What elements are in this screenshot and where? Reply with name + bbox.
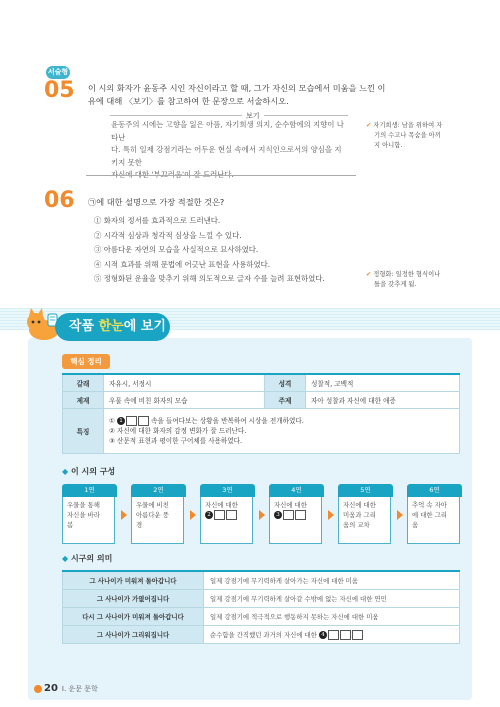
feature-3: ③ 산문적 표현과 평이한 구어체를 사용하였다. [109,437,243,445]
answer-blank[interactable] [214,510,225,520]
blank-marker: 3 [274,511,282,519]
meaning-table [62,570,460,644]
material-label: 제재 [63,392,104,409]
arrow-right-icon [397,510,403,520]
answer-blank[interactable] [328,630,339,640]
table-row [63,608,460,626]
answer-blank[interactable] [295,510,306,520]
bogi-line-1: 윤동주의 시에는 고향을 잃은 아픔, 자기희생 의지, 순수함에의 지향이 나타난 [111,120,344,142]
bullet-icon: ◆ [62,467,69,476]
option-4[interactable]: ④ 시적 효과를 위해 문법에 어긋난 표현을 사용하였다. [94,259,271,269]
answer-blank[interactable] [126,416,137,426]
arrow-right-icon [328,510,334,520]
page-badge-icon [34,685,42,693]
answer-blank[interactable] [283,510,294,520]
meaning-key: 그 사나이가 그리워집니다 [63,626,204,644]
option-2[interactable]: ② 시각적 심상과 청각적 심상을 느낄 수 있다. [94,230,242,240]
section-banner-title: 작품 한눈에 보기 [55,313,170,341]
check-icon: ✔ [366,122,372,129]
answer-blank[interactable] [138,416,149,426]
stanza-card-2 [131,484,186,544]
blank-marker: 4 [319,631,327,639]
stanza-label: 3연 [200,484,255,497]
meaning-value: 순수함을 간직했던 과거의 자신에 대한 4 [204,626,460,644]
stanza-label: 1연 [62,484,117,497]
question-06-options [94,214,325,287]
answer-blank[interactable] [226,510,237,520]
feature-value [104,409,460,454]
stanza-card-1 [62,484,117,544]
stanza-card-4 [269,484,324,544]
feature-1: ① 1 속을 들여다보는 상황을 반복하여 시상을 전개하였다. [109,417,304,425]
feature-2: ② 자신에 대한 화자의 감정 변화가 잘 드러난다. [109,427,247,435]
question-05-line1: 이 시의 화자가 윤동주 시인 자신이라고 할 때, 그가 자신의 모습에서 미움을 느낀 이 [88,83,386,93]
stanza-card-3 [200,484,255,544]
question-05-text [88,82,385,108]
side-note-formalization: ✔ 정형화: 일정한 형식이나 틀을 갖추게 됨. [366,271,441,288]
blank-marker: 1 [117,417,125,425]
structure-heading: ◆ 이 시의 구성 [62,467,116,476]
option-3[interactable]: ③ 아름다운 자연의 모습을 사실적으로 묘사하였다. [94,245,259,254]
arrow-right-icon [190,510,196,520]
question-06-number: 06 [44,188,75,213]
stanza-body: 자신에 대한 미움과 그리 움의 교차 [338,497,391,544]
stanza-card-5 [338,484,393,544]
material-value: 우물 속에 비친 화자의 모습 [104,392,265,409]
meaning-key: 다시 그 사나이가 미워져 돌아갑니다 [63,608,204,626]
meaning-heading: ◆ 시구의 의미 [62,554,113,563]
essay-badge: 서술형 [46,66,70,79]
question-05-number: 05 [44,78,75,103]
stanza-body: 우물을 통해 자신을 바라 봄 [62,497,115,544]
answer-blank[interactable] [352,630,363,640]
bogi-box-label: 보기 [242,111,264,121]
check-icon: ✔ [366,271,372,278]
genre-label: 갈래 [63,374,104,392]
page-number: 20 [44,683,58,694]
table-row [63,590,460,608]
bullet-icon: ◆ [62,554,69,563]
meaning-value: 일제 강점기에 무기력하게 살아가는 자신에 대한 미움 [204,571,460,590]
side-note-self-sacrifice: ✔ 자기희생: 남을 위하여 자 기의 수고나 목숨을 아끼 지 아니함. [366,122,443,149]
answer-blank[interactable] [340,630,351,640]
stanza-label: 5연 [338,484,393,497]
option-1[interactable]: ① 화자의 정서를 효과적으로 드러낸다. [94,216,221,225]
stanza-label: 6연 [407,484,462,497]
stanza-body: 자신에 대한 2 [200,497,253,544]
option-5[interactable]: ⑤ 정형화된 운율을 맞추기 위해 의도적으로 글자 수를 늘려 표현하였다. [94,274,325,283]
nature-label: 성격 [265,374,306,392]
meaning-key: 그 사나이가 가엾어집니다 [63,590,204,608]
page-footer [34,683,98,694]
stanza-body: 추억 속 자아 에 대한 그리 움 [407,497,460,544]
bogi-line-2: 다. 특히 일제 강점기라는 어두운 현실 속에서 지식인으로서의 양심을 지키지 못한 [111,145,342,167]
core-summary-tag: 핵심 정리 [62,354,110,369]
stanza-card-6 [407,484,462,544]
nature-value: 성찰적, 고백적 [306,374,460,392]
stanza-label: 2연 [131,484,186,497]
stanza-body: 우물에 비친 아름다운 풍 경 [131,497,184,544]
bogi-box-top-line [110,115,348,116]
theme-label: 주제 [265,392,306,409]
summary-table [62,373,460,454]
meaning-value: 일제 강점기에 적극적으로 행동하지 못하는 자신에 대한 미움 [204,608,460,626]
table-row [63,571,460,590]
meaning-value: 일제 강점기에 무기력하게 살아갈 수밖에 없는 자신에 대한 연민 [204,590,460,608]
arrow-right-icon [259,510,265,520]
genre-value: 자유시, 서정시 [104,374,265,392]
question-06-text: ㉠에 대한 설명으로 가장 적절한 것은? [88,197,225,207]
arrow-right-icon [121,510,127,520]
answer-line [86,175,356,176]
stanza-body: 자신에 대한 3 [269,497,322,544]
question-05-line2: 유에 대해 〈보기〉를 참고하여 한 문장으로 서술하시오. [88,96,289,106]
feature-label: 특징 [63,409,104,454]
footer-section: Ⅰ. 운문 문학 [61,685,98,693]
bogi-box-text [111,119,347,182]
stanza-label: 4연 [269,484,324,497]
table-row [63,626,460,644]
theme-value: 자아 성찰과 자신에 대한 애증 [306,392,460,409]
blank-marker: 2 [205,511,213,519]
meaning-key: 그 사나이가 미워져 돌아갑니다 [63,571,204,590]
